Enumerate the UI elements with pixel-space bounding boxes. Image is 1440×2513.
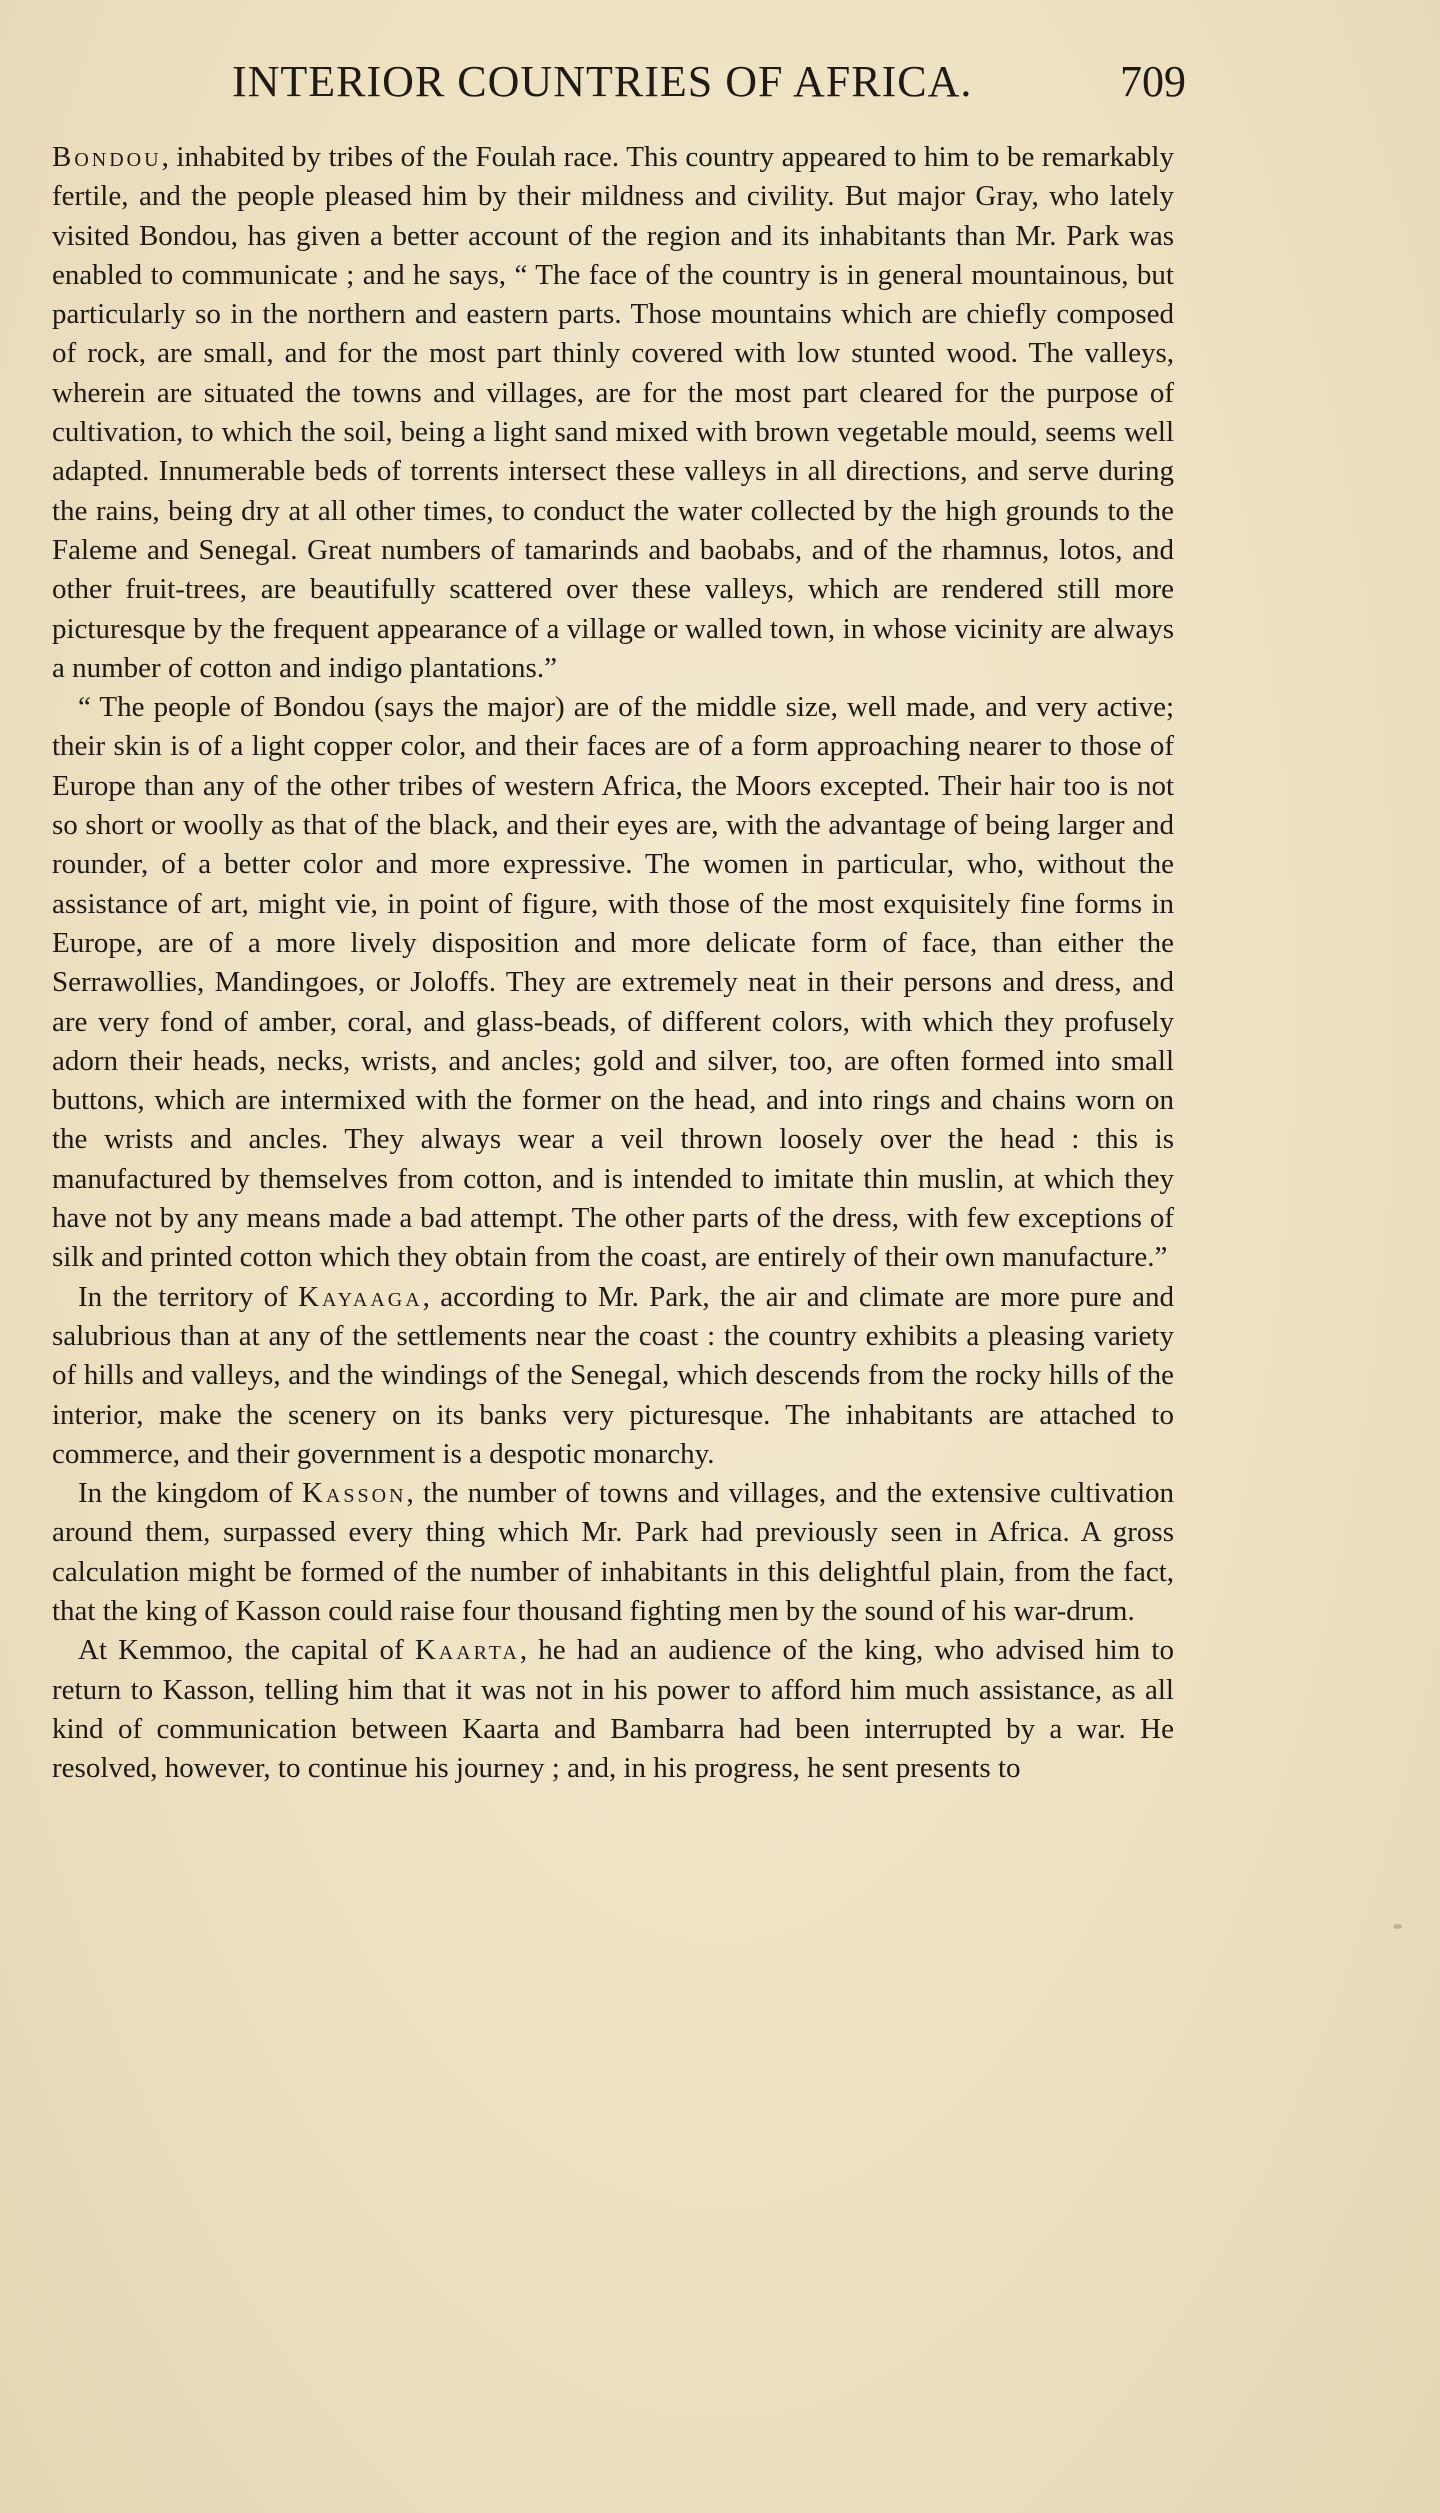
paragraph-kayaaga-before: In the territory of	[78, 1280, 299, 1313]
running-title: INTERIOR COUNTRIES OF AFRICA.	[232, 57, 973, 106]
running-head	[0, 52, 1440, 112]
small-caps-kasson: Kasson	[301, 1477, 407, 1510]
paragraph-kasson-before: In the kingdom of	[78, 1477, 302, 1510]
paragraph-kasson-after: , the number of towns and villages, and the extensive cultivation around them, surpassed every thing which Mr. Park had previously seen in Africa. A gross calculation might be formed of the number of inhabitants in this delightful plain, from the fact, that the king of Kasson could raise four thousand fighting men by the sound of his war-drum.	[52, 1477, 1175, 1627]
ink-smudge-mark	[1393, 1924, 1402, 1929]
paragraph-people-text: “ The people of Bondou (says the major) are of the middle size, well made, and very active; their skin is of a light copper color, and their faces are of a form approaching nearer to those of Europe than any of the other tribes of western Africa, the Moors excepted. Their hair too is not so short or woolly as that of the black, and their eyes are, with the advantage of being larger and rounder, of a better color and more expressive. The women in particular, who, without the assistance of art, might vie, in point of figure, with those of the most exquisitely fine forms in Europe, are of a more lively disposition and more delicate form of face, than either the Serrawollies, Mandingoes, or Joloffs. They are extremely neat in their persons and dress, and are very fond of amber, coral, and glass-beads, of different colors, with which they profusely adorn their heads, necks, wrists, and ancles; gold and silver, too, are often formed into small buttons, which are intermixed with the former on the head, and into rings and chains worn on the wrists and ancles. They always wear a veil thrown loosely over the head : this is manufactured by themselves from cotton, and is intended to imitate thin muslin, at which they have not by any means made a bad attempt. The other parts of the dress, with few exceptions of silk and printed cotton which they obtain from the coast, are entirely of their own manufacture.”	[52, 691, 1174, 1274]
paragraph-kaarta	[52, 1631, 1174, 1788]
paragraph-bondou	[52, 138, 1174, 688]
small-caps-bondou: Bondou	[52, 141, 162, 173]
body-text	[52, 138, 1174, 1788]
paragraph-kayaaga-after: , according to Mr. Park, the air and climate are more pure and salubrious than at any of the settlements near the coast : the country exhibits a pleasing variety of hills and valleys, and the windings of the Senegal, which descends from the rocky hills of the interior, make the scenery on its banks very picturesque. The inhabitants are attached to commerce, and their government is a despotic monarchy.	[52, 1280, 1174, 1470]
paragraph-kaarta-before: At Kemmoo, the capital of	[78, 1634, 415, 1667]
small-caps-kayaaga: Kayaaga	[298, 1280, 423, 1313]
paragraph-kaarta-after: , he had an audience of the king, who advised him to return to Kasson, telling him that it was not in his power to afford him much assistance, as all kind of communication between Kaarta and Bambarra had been interrupted by a war. He resolved, however, to continue his journey ; and, in his progress, he sent presents to	[52, 1634, 1174, 1785]
page-number: 709	[1120, 57, 1186, 106]
paragraph-people-of-bondou	[52, 688, 1174, 1277]
paragraph-bondou-text: , inhabited by tribes of the Foulah race. This country appeared to him to be remarkably fertile, and the people pleased him by their mildness and civility. But major Gray, who lately visited Bondou, has given a better account of the region and its inhabitants than Mr. Park was enabled to communicate ; and he says, “ The face of the country is in general mountainous, but particularly so in the northern and eastern parts. Those mountains which are chiefly composed of rock, are small, and for the most part thinly covered with low stunted wood. The valleys, wherein are situated the towns and villages, are for the most part cleared for the purpose of cultivation, to which the soil, being a light sand mixed with brown vegetable mould, seems well adapted. Innumerable beds of torrents intersect these valleys in all directions, and serve during the rains, being dry at all other times, to conduct the water collected by the high grounds to the Faleme and Senegal. Great numbers of tamarinds and baobabs, and of the rhamnus, lotos, and other fruit-trees, are beautifully scattered over these valleys, which are rendered still more picturesque by the frequent appearance of a village or walled town, in whose vicinity are always a number of cotton and indigo plantations.”	[52, 141, 1174, 684]
paragraph-kasson	[52, 1474, 1174, 1631]
paragraph-kayaaga	[52, 1278, 1174, 1474]
small-caps-kaarta: Kaarta	[414, 1634, 520, 1667]
